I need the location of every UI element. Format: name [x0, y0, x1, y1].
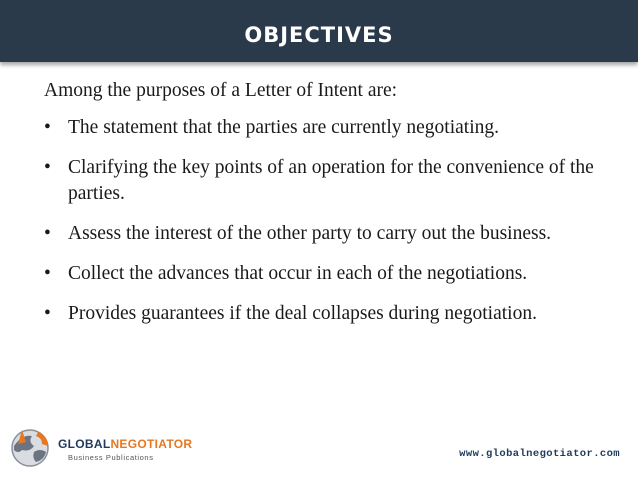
bullet-item: [44, 261, 619, 287]
globe-logo-icon: [8, 426, 54, 470]
logo-name-part2: NEGOTIATOR: [110, 437, 193, 451]
logo-name: [58, 437, 192, 451]
bullet-text: Provides guarantees if the deal collapses during negotiation.: [68, 303, 537, 324]
logo-name-part1: GLOBAL: [58, 437, 111, 451]
bullet-item: [44, 115, 619, 141]
brand-logo: [8, 426, 198, 470]
bullet-list: [44, 115, 619, 327]
header-bar: [0, 0, 638, 62]
website-link[interactable]: www.globalnegotiator.com: [459, 448, 620, 460]
page-title: OBJECTIVES: [244, 23, 394, 47]
bullet-dot: •: [44, 263, 51, 284]
bullet-dot: •: [44, 303, 51, 324]
bullet-item: [44, 301, 619, 327]
bullet-text: Assess the interest of the other party to carry out the business.: [68, 223, 552, 244]
bullet-item: [44, 155, 619, 207]
bullet-dot: •: [44, 223, 51, 244]
bullet-item: [44, 221, 619, 247]
content-area: [44, 78, 619, 341]
bullet-text: The statement that the parties are currently negotiating.: [68, 117, 499, 138]
bullet-dot: •: [44, 157, 51, 178]
bullet-dot: •: [44, 117, 51, 138]
bullet-text: Clarifying the key points of an operation for the convenience of the parties.: [68, 157, 594, 204]
bullet-text: Collect the advances that occur in each of the negotiations.: [68, 263, 528, 284]
intro-text: Among the purposes of a Letter of Intent are:: [44, 80, 398, 101]
logo-subtitle: Business Publications: [68, 453, 154, 462]
